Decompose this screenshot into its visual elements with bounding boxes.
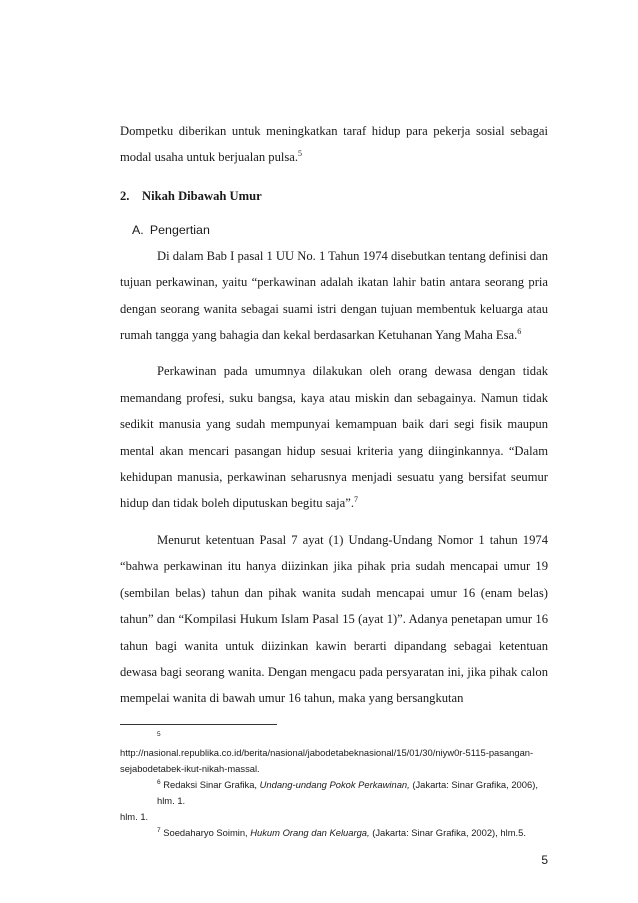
footnote-7: $^7$ Soedaharyo Soimin, Hukum Orang dan Keluarga, (Jakarta: Sinar Grafika, 2002), hlm.5. [157, 826, 526, 838]
footnote-5-url[interactable]: http://nasional.republika.co.id/berita/nasional/jabodetabeknasional/15/01/30/niyw0r-5115-pasangan-sejabodetabek-ikut-nikah-massal. [120, 747, 534, 774]
footnote-5 [120, 745, 548, 777]
section-heading: 2. Nikah Dibawah Umur [120, 188, 262, 203]
document-page [120, 118, 548, 712]
paragraph-text: Di dalam Bab I pasal 1 UU No. 1 Tahun 1974 disebutkan tentang definisi dan tujuan perkawinan, yaitu “perkawinan adalah ikatan lahir batin antara seorang pria dengan seorang wanita sebagai suami istri dengan tujuan membentuk keluarga atau rumah tangga yang bahagia dan kekal berdasarkan Ketuhanan Yang Maha Esa. [120, 248, 548, 343]
page-number: 5 [541, 853, 548, 867]
footnote-6-title: Undang-undang Pokok Perkawinan, [259, 779, 410, 790]
footnote-6: $^6$ Redaksi Sinar Grafika, Undang-undang Pokok Perkawinan, (Jakarta: Sinar Grafika, 2006), hlm. 1. [157, 778, 538, 806]
paragraph-age-rule [120, 527, 548, 712]
section-subheading: A. Pengertian [132, 222, 210, 237]
footnote-ref-6: 6 [517, 326, 522, 336]
paragraph-text: Menurut ketentuan Pasal 7 ayat (1) Undang-Undang Nomor 1 tahun 1974 “bahwa perkawinan itu hanya diizinkan jika pihak pria sudah mencapai umur 19 (sembilan belas) tahun dan pihak wanita sudah mencapai umur 16 (enam belas) tahun” dan “Kompilasi Hukum Islam Pasal 15 (ayat 1)”. Adanya penetapan umur 16 tahun bagi wanita untuk diizinkan kawin berarti dipandang sebagai ketentuan dewasa bagi seorang wanita. Dengan mengacu pada persyaratan ini, jika pihak calon mempelai wanita di bawah umur 16 tahun, maka yang bersangkutan [120, 532, 548, 706]
footnotes [120, 724, 548, 841]
paragraph-definition [120, 243, 548, 349]
footnote-ref-7: 7 [354, 495, 358, 505]
paragraph-adulthood [120, 358, 548, 516]
footnote-5-marker: 5 [157, 730, 161, 738]
footnote-5-tail: hlm. 1. [120, 811, 149, 822]
footnote-7-marker: 7 [157, 826, 161, 834]
paragraph-text: Perkawinan pada umumnya dilakukan oleh orang dewasa dengan tidak memandang profesi, suku bangsa, kaya atau miskin dan sebagainya. Namun tidak sedikit manusia yang sudah mempunyai kemampuan baik dari segi fisik maupun mental akan mencari pasangan hidup sesuai kriteria yang diinginkannya. “Dalam kehidupan manusia, perkawinan seharusnya menjadi sesuatu yang bersifat seumur hidup dan tidak boleh diputuskan begitu saja”. [120, 364, 548, 511]
footnote-ref-5: 5 [298, 149, 303, 159]
intro-text: Dompetku diberikan untuk meningkatkan taraf hidup para pekerja sosial sebagai modal usaha untuk berjualan pulsa. [120, 124, 548, 165]
footnote-7-title: Hukum Orang dan Keluarga, [250, 827, 370, 838]
footnote-6-marker: 6 [157, 778, 161, 786]
footnote-divider [120, 724, 277, 725]
intro-paragraph [120, 118, 548, 171]
